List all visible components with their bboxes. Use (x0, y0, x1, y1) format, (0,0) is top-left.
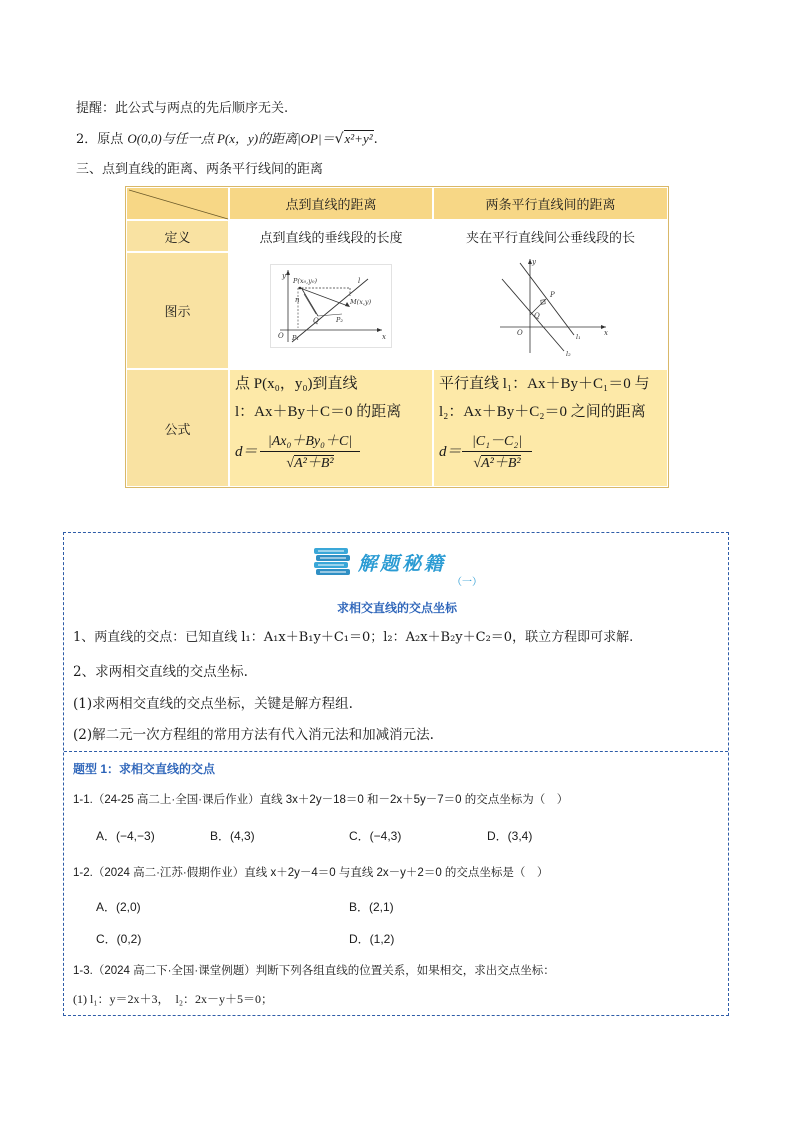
f2-line1: 平行直线 l₁：Ax＋By＋C₁＝0 与 (439, 376, 650, 392)
fig2-p-label: P (550, 291, 555, 299)
banner-subtitle: （一） (452, 577, 482, 588)
f1-line2: l：Ax＋By＋C＝0 的距离 (235, 404, 402, 420)
q1-option-b[interactable]: B．(4,3) (210, 829, 255, 843)
fig1-y-label: y (282, 272, 286, 280)
figure-point-line-cell (229, 252, 433, 369)
figure-parallel-cell (433, 252, 668, 369)
q1-option-a[interactable]: A．(−4,−3) (96, 829, 155, 843)
q1-option-d[interactable]: D．(3,4) (487, 829, 533, 843)
fig1-m-label: M(x,y) (350, 298, 372, 306)
row-label-definition: 定义 (126, 220, 229, 252)
q2-option-d[interactable]: D．(1,2) (349, 932, 395, 946)
fig2-q-label: Q (534, 312, 540, 320)
f2-numerator: |C₁－C₂| (462, 430, 532, 452)
fig1-p-label: P(x₀,y₀) (293, 277, 318, 285)
section-title: 求相交直线的交点坐标 (336, 601, 457, 615)
fig1-x-label: x (382, 333, 386, 341)
diagonal-line (127, 188, 230, 221)
fig1-p1-label: P₁ (292, 334, 299, 342)
paragraph-3: (1)求两相交直线的交点坐标，关键是解方程组. (73, 696, 353, 712)
f2-line2: l₂：Ax＋By＋C₂＝0 之间的距离 (439, 404, 646, 420)
fig2-origin-label: O (517, 329, 523, 337)
banner-title: 解题秘籍 (358, 553, 447, 575)
row-label-formula: 公式 (126, 369, 229, 487)
fig2-x-label: x (604, 329, 608, 337)
box-divider (64, 751, 728, 752)
question-1-1: 1-1.（24-25 高二上·全国·课后作业）直线 3x＋2y－18＝0 和－2x＋5y－7＝0 的交点坐标为（ ） (73, 794, 569, 806)
fig1-n-label: n (295, 296, 300, 304)
fig2-l1-label: l₁ (576, 333, 581, 341)
fig1-q-label: Q (313, 317, 319, 325)
row-label-figure: 图示 (126, 252, 229, 369)
q2-option-c[interactable]: C．(0,2) (96, 932, 142, 946)
formula-point-line (229, 369, 433, 487)
tip-text: 提醒：此公式与两点的先后顺序无关. (76, 101, 289, 116)
fig1-p2-label: P₂ (336, 316, 343, 324)
f1-d: d＝ (235, 444, 258, 460)
fig1-l-label: l (358, 277, 361, 285)
header-point-line: 点到直线的距离 (229, 187, 433, 220)
item-2: 2．原点 O(0,0)与任一点 P(x，y)的距离|OP|＝√x²+y². (76, 131, 378, 147)
question-1-3: 1-3.（2024 高二下·全国·课堂例题）判断下列各组直线的位置关系，如果相交，求出交点坐标： (73, 965, 555, 977)
parallel-lines-diagram (494, 255, 612, 359)
def-parallel: 夹在平行直线间公垂线段的长 (433, 220, 668, 252)
question-1-3-sub-1: (1) l₁：y＝2x＋3， l₂：2x－y＋5＝0； (73, 992, 274, 1006)
table-corner-cell (126, 187, 229, 220)
f2-d: d＝ (439, 444, 462, 460)
header-parallel-lines: 两条平行直线间的距离 (433, 187, 668, 220)
fig2-l2-label: l₂ (566, 350, 571, 358)
fig1-origin-label: O (278, 332, 284, 340)
f1-numerator: |Ax₀＋By₀＋C| (260, 430, 360, 452)
book-stack-icon (312, 546, 352, 578)
paragraph-4: (2)解二元一次方程组的常用方法有代入消元法和加减消元法. (73, 727, 434, 743)
paragraph-1: 1、两直线的交点：已知直线 l₁：A₁x＋B₁y＋C₁＝0；l₂：A₂x＋B₂y＋C₂＝0，联立方程即可求解. (73, 630, 634, 645)
q2-option-b[interactable]: B．(2,1) (349, 900, 394, 914)
f1-denominator: √A²＋B² (286, 456, 334, 471)
paragraph-2: 2、求两相交直线的交点坐标. (73, 664, 248, 680)
distance-table (125, 186, 669, 488)
formula-parallel (433, 369, 668, 487)
question-type-title: 题型 1：求相交直线的交点 (73, 762, 216, 776)
f1-line1: 点 P(x₀，y₀)到直线 (235, 376, 358, 392)
f2-denominator: √A²＋B² (473, 456, 521, 471)
point-line-diagram (270, 264, 392, 348)
q1-option-c[interactable]: C．(−4,3) (349, 829, 402, 843)
def-point-line: 点到直线的垂线段的长度 (229, 220, 433, 252)
heading-3: 三、点到直线的距离、两条平行线间的距离 (76, 162, 324, 177)
fig2-y-label: y (532, 258, 536, 266)
question-1-2: 1-2.（2024 高二·江苏·假期作业）直线 x＋2y－4＝0 与直线 2x－y＋2＝0 的交点坐标是（ ） (73, 867, 549, 879)
q2-option-a[interactable]: A．(2,0) (96, 900, 141, 914)
